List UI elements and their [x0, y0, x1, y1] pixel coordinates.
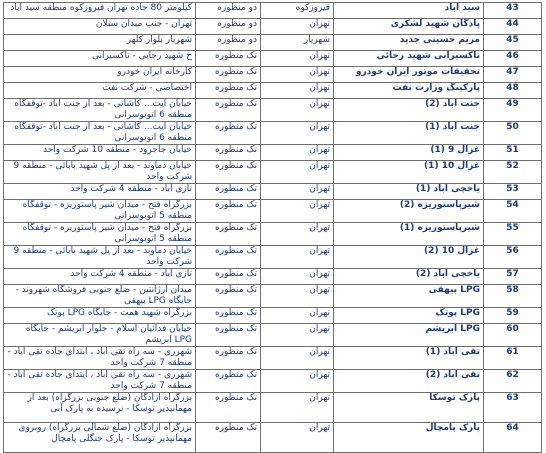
station-type: تک منظوره	[196, 51, 261, 67]
table-row	[4, 145, 542, 161]
row-number: 56	[484, 246, 542, 269]
station-type: تک منظوره	[196, 200, 261, 223]
row-number: 49	[484, 99, 542, 122]
station-type: دو منظوره	[196, 35, 261, 51]
address-cell: بزرگراه فتح - میدان شیر پاستوریزه - توقفگاه منطقه 5 اتوبوسرانی	[4, 200, 196, 223]
address-cell: کیلومتر 80 جاده تهران فیروزکوه منطقه سید آباد	[4, 3, 196, 19]
address-cell: شهریار بلوار کلهر	[4, 35, 196, 51]
row-number: 45	[484, 35, 542, 51]
table-row	[4, 370, 542, 393]
station-type: تک منظوره	[196, 324, 261, 347]
station-type: تک منظوره	[196, 223, 261, 246]
table-row	[4, 122, 542, 145]
address-cell: تهران - جنب میدان سبلان	[4, 19, 196, 35]
address-cell: بزرگراه آزادگان (ضلع شمالی بزرگراه) روبروی مهمانپذیر توسکا - پارک جنگلی پامچال	[4, 423, 196, 453]
station-type: تک منظوره	[196, 83, 261, 99]
city-cell: شهریار	[261, 35, 334, 51]
address-cell: خیابان فدائیان اسلام - جلوار ابریشم - جایگاه LPG ابریشم	[4, 324, 196, 347]
city-cell: تهران	[261, 200, 334, 223]
station-name: تقی آباد (2)	[334, 370, 484, 393]
station-type: تک منظوره	[196, 308, 261, 324]
address-cell: شهرری - سه راه تقی آباد ، ابتدای جاده تقی آباد - منطقه 7 شرکت واحد	[4, 347, 196, 370]
table-row	[4, 19, 542, 35]
address-cell: تازی آباد - منطقه 4 شرکت واحد	[4, 269, 196, 285]
city-cell: تهران	[261, 184, 334, 200]
city-cell: تهران	[261, 324, 334, 347]
table-row	[4, 99, 542, 122]
city-cell: تهران	[261, 99, 334, 122]
row-number: 51	[484, 145, 542, 161]
row-number: 64	[484, 423, 542, 453]
station-name: شیرپاستوریزه (2)	[334, 200, 484, 223]
address-cell: خ شهید رجایی - تاکسیرانی	[4, 51, 196, 67]
city-cell: تهران	[261, 51, 334, 67]
address-cell: خیابان دماوند - بعد از پل شهید بابائی - منطقه 9 شرکت واحد	[4, 246, 196, 269]
table-row	[4, 35, 542, 51]
row-number: 47	[484, 67, 542, 83]
address-cell: میدان آرژانتین - ضلع جنوبی فروشگاه شهروند - جایگاه LPG بیهقی	[4, 285, 196, 308]
station-name: LPG ابریشم	[334, 324, 484, 347]
row-number: 55	[484, 223, 542, 246]
table-row	[4, 223, 542, 246]
station-name: LPG پوتک	[334, 308, 484, 324]
table-row	[4, 83, 542, 99]
station-type: دو منظوره	[196, 3, 261, 19]
station-name: تقی آباد (1)	[334, 347, 484, 370]
row-number: 54	[484, 200, 542, 223]
table-row	[4, 246, 542, 269]
station-type: تک منظوره	[196, 145, 261, 161]
station-name: پارک پامچال	[334, 423, 484, 453]
station-name: تحقیقات موتور ایران خودرو	[334, 67, 484, 83]
station-type: تک منظوره	[196, 269, 261, 285]
station-name: غزال 10 (1)	[334, 161, 484, 184]
table-row	[4, 161, 542, 184]
row-number: 52	[484, 161, 542, 184]
city-cell: تهران	[261, 83, 334, 99]
station-name: شیرپاستوریزه (1)	[334, 223, 484, 246]
station-name: LPG بیهقی	[334, 285, 484, 308]
station-name: پادگان شهید لشکری	[334, 19, 484, 35]
station-type: تک منظوره	[196, 246, 261, 269]
table-row	[4, 269, 542, 285]
station-name: جنت آباد (1)	[334, 122, 484, 145]
table-row	[4, 423, 542, 453]
station-type: تک منظوره	[196, 99, 261, 122]
table-row	[4, 347, 542, 370]
table-row	[4, 184, 542, 200]
row-number: 48	[484, 83, 542, 99]
address-cell: خیابان دماوند - بعد از پل شهید بابائی - منطقه 9 شرکت واحد	[4, 161, 196, 184]
station-type: تک منظوره	[196, 122, 261, 145]
table-row	[4, 67, 542, 83]
table-row	[4, 51, 542, 67]
city-cell: تهران	[261, 308, 334, 324]
station-name: جنت آباد (2)	[334, 99, 484, 122]
city-cell: تهران	[261, 67, 334, 83]
station-name: پارکینگ وزارت نفت	[334, 83, 484, 99]
station-type: تک منظوره	[196, 347, 261, 370]
city-cell: تهران	[261, 223, 334, 246]
table-row	[4, 324, 542, 347]
station-type: تک منظوره	[196, 285, 261, 308]
station-name: سید آباد	[334, 3, 484, 19]
address-cell: شهرری - سه راه تقی آباد ، ابتدای جاده تقی آباد - منطقه 7 شرکت واحد	[4, 370, 196, 393]
city-cell: تهران	[261, 19, 334, 35]
table-row	[4, 200, 542, 223]
city-cell: تهران	[261, 122, 334, 145]
station-name: غزال 10 (2)	[334, 246, 484, 269]
row-number: 59	[484, 308, 542, 324]
station-name: غزال 9 (1)	[334, 145, 484, 161]
table-row	[4, 393, 542, 423]
station-name: یاخچی آباد (1)	[334, 184, 484, 200]
stations-table-body	[4, 3, 542, 453]
address-cell: بزرگراه شهید همت - جایگاه LPG پوتک	[4, 308, 196, 324]
station-type: تک منظوره	[196, 67, 261, 83]
station-name: پارک توسکا	[334, 393, 484, 423]
city-cell: تهران	[261, 246, 334, 269]
address-cell: خیابان آیت... کاشانی - بعد از جنت آباد -توقفگاه منطقه 6 اتوبوسرانی	[4, 99, 196, 122]
row-number: 43	[484, 3, 542, 19]
station-name: تاکسیرانی شهید رجائی	[334, 51, 484, 67]
address-cell: خیابان جاجرود - منطقه 10 شرکت واحد	[4, 145, 196, 161]
row-number: 57	[484, 269, 542, 285]
station-name: مریم حسینی جدید	[334, 35, 484, 51]
address-cell: بزرگراه آزادگان (ضلع جنوبی بزرگراه) بعد از مهمانپذیر توسکا - نرسیده به پارک آبی	[4, 393, 196, 423]
table-row	[4, 3, 542, 19]
station-type: تک منظوره	[196, 184, 261, 200]
city-cell: فیروزکوه	[261, 3, 334, 19]
city-cell: تهران	[261, 393, 334, 423]
station-type: تک منظوره	[196, 423, 261, 453]
station-type: تک منظوره	[196, 161, 261, 184]
station-type: دو منظوره	[196, 19, 261, 35]
row-number: 44	[484, 19, 542, 35]
city-cell: تهران	[261, 269, 334, 285]
station-type: تک منظوره	[196, 370, 261, 393]
city-cell: تهران	[261, 161, 334, 184]
row-number: 62	[484, 370, 542, 393]
address-cell: خیابان آیت... کاشانی - بعد از جنت آباد -توقفگاه منطقه 6 اتوبوسرانی	[4, 122, 196, 145]
address-cell: تازی آباد - منطقه 4 شرکت واحد	[4, 184, 196, 200]
row-number: 58	[484, 285, 542, 308]
address-cell: کارخانه ایران خودرو	[4, 67, 196, 83]
row-number: 63	[484, 393, 542, 423]
table-row	[4, 308, 542, 324]
row-number: 46	[484, 51, 542, 67]
city-cell: تهران	[261, 423, 334, 453]
city-cell: تهران	[261, 347, 334, 370]
city-cell: تهران	[261, 370, 334, 393]
city-cell: تهران	[261, 145, 334, 161]
stations-table	[3, 2, 542, 453]
row-number: 60	[484, 324, 542, 347]
row-number: 50	[484, 122, 542, 145]
row-number: 53	[484, 184, 542, 200]
address-cell: بزرگراه فتح - میدان شیر پاستوریزه - توقفگاه منطقه 5 اتوبوسرانی	[4, 223, 196, 246]
station-name: یاخچی آباد (2)	[334, 269, 484, 285]
station-type: تک منظوره	[196, 393, 261, 423]
address-cell: اختصاصی - شرکت نفت	[4, 83, 196, 99]
table-row	[4, 285, 542, 308]
city-cell: تهران	[261, 285, 334, 308]
row-number: 61	[484, 347, 542, 370]
